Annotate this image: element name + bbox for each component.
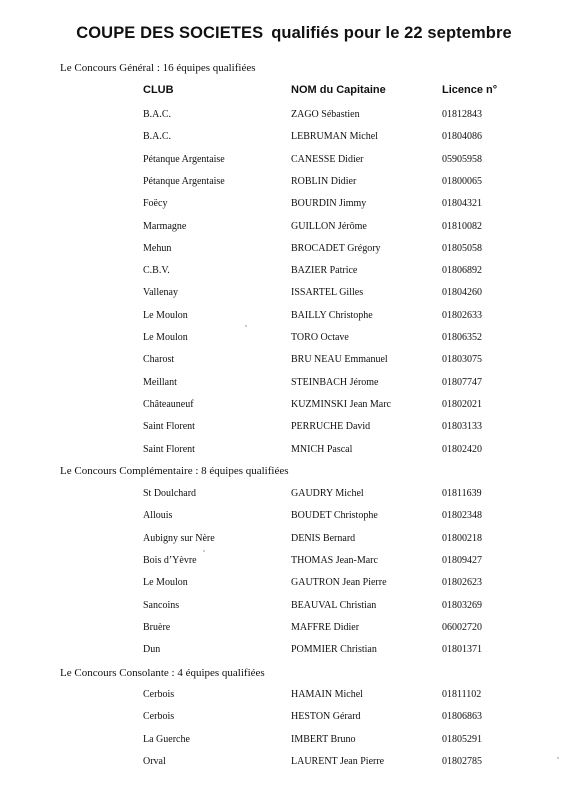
- table-row: [0, 622, 588, 636]
- captain-cell: BAZIER Patrice: [291, 265, 358, 276]
- licence-cell: 01802633: [442, 310, 482, 321]
- licence-cell: 01811102: [442, 689, 482, 700]
- captain-cell: LAURENT Jean Pierre: [291, 756, 385, 767]
- captain-cell: KUZMINSKI Jean Marc: [291, 399, 391, 410]
- club-cell: Foëcy: [143, 198, 168, 209]
- captain-cell: BRU NEAU Emmanuel: [291, 354, 388, 365]
- table-row: [0, 176, 588, 190]
- licence-cell: 01811639: [442, 488, 482, 499]
- section-label: Le Concours Complémentaire : 8 équipes qualifiées: [60, 465, 289, 477]
- club-cell: B.A.C.: [143, 109, 172, 120]
- licence-cell: 01800065: [442, 176, 482, 187]
- club-cell: Mehun: [143, 243, 172, 254]
- licence-cell: 01810082: [442, 221, 482, 232]
- club-cell: Bois d’Yèvre: [143, 555, 197, 566]
- table-row: [0, 555, 588, 569]
- table-row: [0, 756, 588, 770]
- table-row: [0, 600, 588, 614]
- club-cell: Cerbois: [143, 689, 175, 700]
- licence-cell: 01800218: [442, 533, 482, 544]
- table-row: [0, 198, 588, 212]
- captain-cell: STEINBACH Jérome: [291, 377, 379, 388]
- document-title: [0, 24, 588, 43]
- column-header-captain: NOM du Capitaine: [291, 84, 386, 96]
- club-cell: Vallenay: [143, 287, 178, 298]
- captain-cell: ZAGO Sébastien: [291, 109, 360, 120]
- club-cell: Charost: [143, 354, 175, 365]
- licence-cell: 01812843: [442, 109, 482, 120]
- section-label: Le Concours Consolante : 4 équipes qualifiées: [60, 667, 265, 679]
- table-row: [0, 510, 588, 524]
- club-cell: Bruère: [143, 622, 171, 633]
- captain-cell: LEBRUMAN Michel: [291, 131, 378, 142]
- licence-cell: 01803133: [442, 421, 482, 432]
- column-header-licence: Licence n°: [442, 84, 498, 96]
- table-row: [0, 399, 588, 413]
- captain-cell: BEAUVAL Christian: [291, 600, 377, 611]
- table-row: [0, 488, 588, 502]
- captain-cell: BROCADET Grégory: [291, 243, 381, 254]
- column-header-club: CLUB: [143, 84, 174, 96]
- club-cell: Aubigny sur Nère: [143, 533, 215, 544]
- table-row: [0, 354, 588, 368]
- club-cell: La Guerche: [143, 734, 190, 745]
- captain-cell: TORO Octave: [291, 332, 349, 343]
- club-cell: Cerbois: [143, 711, 175, 722]
- table-row: [0, 310, 588, 324]
- licence-cell: 01803269: [442, 600, 482, 611]
- table-row: [0, 265, 588, 279]
- licence-cell: 01806863: [442, 711, 482, 722]
- licence-cell: 01802348: [442, 510, 482, 521]
- licence-cell: 01806892: [442, 265, 482, 276]
- table-row: [0, 711, 588, 725]
- table-row: [0, 421, 588, 435]
- club-cell: B.A.C.: [143, 131, 172, 142]
- licence-cell: 01801371: [442, 644, 482, 655]
- table-row: [0, 109, 588, 123]
- title-sub: qualifiés pour le 22 septembre: [271, 24, 512, 42]
- captain-cell: BAILLY Christophe: [291, 310, 373, 321]
- licence-cell: 01806352: [442, 332, 482, 343]
- table-row: [0, 444, 588, 458]
- club-cell: Pétanque Argentaise: [143, 154, 225, 165]
- scan-speck: [245, 325, 247, 327]
- captain-cell: PERRUCHE David: [291, 421, 371, 432]
- club-cell: Le Moulon: [143, 332, 188, 343]
- club-cell: St Doulchard: [143, 488, 197, 499]
- table-row: [0, 154, 588, 168]
- club-cell: C.B.V.: [143, 265, 170, 276]
- club-cell: Marmagne: [143, 221, 187, 232]
- captain-cell: POMMIER Christian: [291, 644, 377, 655]
- licence-cell: 01804321: [442, 198, 482, 209]
- table-row: [0, 644, 588, 658]
- captain-cell: THOMAS Jean-Marc: [291, 555, 378, 566]
- captain-cell: GAUDRY Michel: [291, 488, 364, 499]
- club-cell: Sancoins: [143, 600, 180, 611]
- title-main: COUPE DES SOCIETES: [76, 24, 264, 42]
- licence-cell: 01802420: [442, 444, 482, 455]
- table-row: [0, 377, 588, 391]
- captain-cell: HESTON Gérard: [291, 711, 361, 722]
- licence-cell: 01805058: [442, 243, 482, 254]
- club-cell: Orval: [143, 756, 166, 767]
- licence-cell: 06002720: [442, 622, 482, 633]
- licence-cell: 01805291: [442, 734, 482, 745]
- table-row: [0, 734, 588, 748]
- table-row: [0, 221, 588, 235]
- captain-cell: HAMAIN Michel: [291, 689, 363, 700]
- club-cell: Le Moulon: [143, 577, 188, 588]
- club-cell: Dun: [143, 644, 161, 655]
- captain-cell: ISSARTEL Gilles: [291, 287, 364, 298]
- club-cell: Saint Florent: [143, 421, 195, 432]
- scan-speck: [557, 757, 559, 759]
- licence-cell: 01807747: [442, 377, 482, 388]
- club-cell: Châteauneuf: [143, 399, 194, 410]
- licence-cell: 01802021: [442, 399, 482, 410]
- table-row: [0, 533, 588, 547]
- captain-cell: GAUTRON Jean Pierre: [291, 577, 387, 588]
- captain-cell: DENIS Bernard: [291, 533, 356, 544]
- table-row: [0, 243, 588, 257]
- club-cell: Meillant: [143, 377, 177, 388]
- table-row: [0, 287, 588, 301]
- licence-cell: 01809427: [442, 555, 482, 566]
- licence-cell: 01802623: [442, 577, 482, 588]
- club-cell: Allouis: [143, 510, 173, 521]
- table-row: [0, 577, 588, 591]
- table-row: [0, 131, 588, 145]
- captain-cell: IMBERT Bruno: [291, 734, 356, 745]
- captain-cell: MNICH Pascal: [291, 444, 353, 455]
- licence-cell: 01803075: [442, 354, 482, 365]
- licence-cell: 01804260: [442, 287, 482, 298]
- club-cell: Saint Florent: [143, 444, 195, 455]
- section-label-general: Le Concours Général : 16 équipes qualifiées: [60, 62, 256, 74]
- captain-cell: CANESSE Didier: [291, 154, 364, 165]
- licence-cell: 01802785: [442, 756, 482, 767]
- licence-cell: 05905958: [442, 154, 482, 165]
- club-cell: Pétanque Argentaise: [143, 176, 225, 187]
- captain-cell: ROBLIN Didier: [291, 176, 357, 187]
- captain-cell: BOUDET Christophe: [291, 510, 378, 521]
- captain-cell: BOURDIN Jimmy: [291, 198, 367, 209]
- table-row: [0, 332, 588, 346]
- captain-cell: MAFFRE Didier: [291, 622, 360, 633]
- club-cell: Le Moulon: [143, 310, 188, 321]
- table-row: [0, 689, 588, 703]
- captain-cell: GUILLON Jérôme: [291, 221, 367, 232]
- scan-speck: [203, 550, 205, 552]
- licence-cell: 01804086: [442, 131, 482, 142]
